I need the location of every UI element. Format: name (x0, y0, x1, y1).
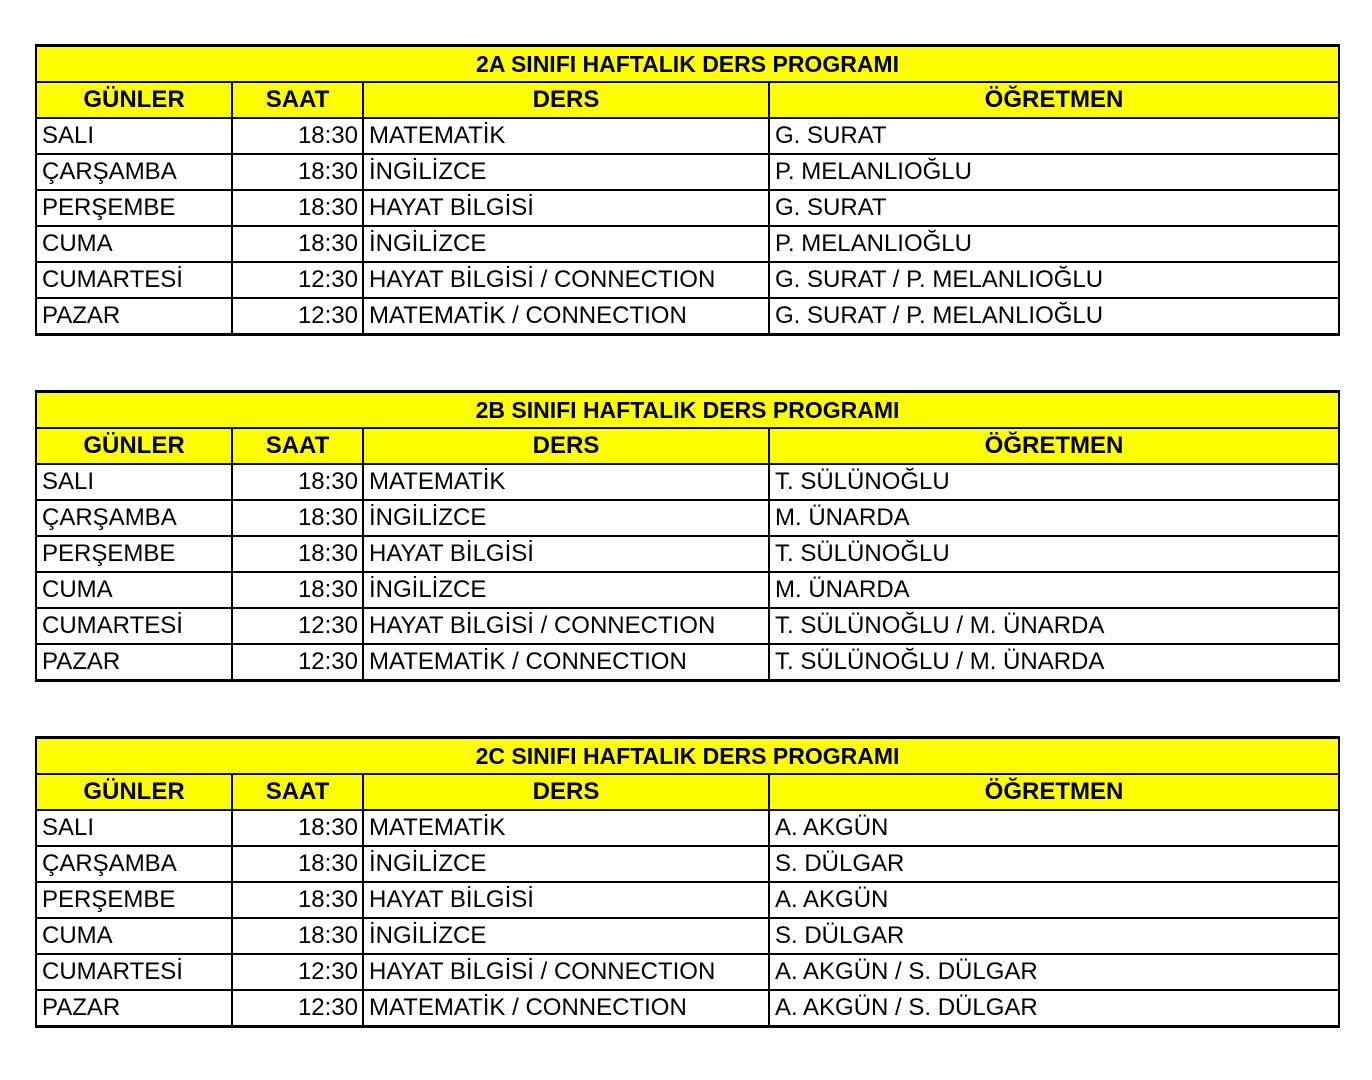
cell-day: PAZAR (36, 644, 232, 681)
table-row (36, 846, 1339, 882)
column-header-day: GÜNLER (36, 82, 232, 118)
cell-lesson: MATEMATİK / CONNECTION (363, 644, 769, 681)
cell-lesson: İNGİLİZCE (363, 500, 769, 536)
cell-time: 18:30 (232, 500, 363, 536)
column-header-teacher: ÖĞRETMEN (769, 428, 1339, 464)
cell-time: 12:30 (232, 954, 363, 990)
cell-lesson: MATEMATİK (363, 464, 769, 500)
cell-lesson: HAYAT BİLGİSİ / CONNECTION (363, 954, 769, 990)
column-header-day: GÜNLER (36, 428, 232, 464)
cell-lesson: İNGİLİZCE (363, 154, 769, 190)
table-title: 2A SINIFI HAFTALIK DERS PROGRAMI (36, 46, 1339, 83)
cell-lesson: MATEMATİK (363, 118, 769, 154)
cell-lesson: HAYAT BİLGİSİ (363, 536, 769, 572)
cell-teacher: A. AKGÜN (769, 882, 1339, 918)
cell-lesson: İNGİLİZCE (363, 918, 769, 954)
cell-teacher: G. SURAT / P. MELANLIOĞLU (769, 262, 1339, 298)
table-row (36, 298, 1339, 335)
table-title-row (36, 738, 1339, 775)
cell-time: 12:30 (232, 262, 363, 298)
cell-lesson: HAYAT BİLGİSİ (363, 190, 769, 226)
column-header-row (36, 82, 1339, 118)
cell-day: CUMA (36, 226, 232, 262)
table-row (36, 226, 1339, 262)
cell-day: PERŞEMBE (36, 536, 232, 572)
column-header-lesson: DERS (363, 774, 769, 810)
table-row (36, 118, 1339, 154)
table-row (36, 644, 1339, 681)
cell-teacher: A. AKGÜN / S. DÜLGAR (769, 954, 1339, 990)
cell-teacher: T. SÜLÜNOĞLU (769, 536, 1339, 572)
cell-day: ÇARŞAMBA (36, 500, 232, 536)
table-row (36, 990, 1339, 1027)
cell-lesson: İNGİLİZCE (363, 846, 769, 882)
cell-day: CUMARTESİ (36, 608, 232, 644)
cell-teacher: A. AKGÜN / S. DÜLGAR (769, 990, 1339, 1027)
cell-time: 18:30 (232, 918, 363, 954)
cell-day: PAZAR (36, 298, 232, 335)
cell-lesson: İNGİLİZCE (363, 572, 769, 608)
column-header-row (36, 774, 1339, 810)
cell-time: 18:30 (232, 464, 363, 500)
cell-teacher: T. SÜLÜNOĞLU (769, 464, 1339, 500)
table-title: 2B SINIFI HAFTALIK DERS PROGRAMI (36, 392, 1339, 429)
cell-teacher: G. SURAT (769, 118, 1339, 154)
cell-time: 12:30 (232, 298, 363, 335)
cell-time: 18:30 (232, 118, 363, 154)
cell-lesson: HAYAT BİLGİSİ (363, 882, 769, 918)
table-row (36, 810, 1339, 846)
table-row (36, 954, 1339, 990)
cell-time: 18:30 (232, 882, 363, 918)
cell-day: PERŞEMBE (36, 882, 232, 918)
cell-lesson: MATEMATİK / CONNECTION (363, 990, 769, 1027)
table-row (36, 882, 1339, 918)
column-header-time: SAAT (232, 428, 363, 464)
cell-lesson: HAYAT BİLGİSİ / CONNECTION (363, 608, 769, 644)
schedule-table-2b (35, 390, 1340, 682)
cell-teacher: S. DÜLGAR (769, 918, 1339, 954)
cell-lesson: MATEMATİK (363, 810, 769, 846)
cell-time: 18:30 (232, 846, 363, 882)
cell-teacher: S. DÜLGAR (769, 846, 1339, 882)
column-header-time: SAAT (232, 774, 363, 810)
cell-time: 18:30 (232, 154, 363, 190)
cell-lesson: İNGİLİZCE (363, 226, 769, 262)
table-row (36, 464, 1339, 500)
cell-teacher: G. SURAT (769, 190, 1339, 226)
cell-day: PERŞEMBE (36, 190, 232, 226)
table-title-row (36, 392, 1339, 429)
cell-day: CUMA (36, 918, 232, 954)
table-row (36, 154, 1339, 190)
table-row (36, 500, 1339, 536)
table-row (36, 262, 1339, 298)
table-row (36, 536, 1339, 572)
cell-lesson: HAYAT BİLGİSİ / CONNECTION (363, 262, 769, 298)
cell-teacher: P. MELANLIOĞLU (769, 226, 1339, 262)
cell-day: ÇARŞAMBA (36, 154, 232, 190)
cell-teacher: P. MELANLIOĞLU (769, 154, 1339, 190)
table-row (36, 608, 1339, 644)
cell-time: 18:30 (232, 572, 363, 608)
cell-teacher: M. ÜNARDA (769, 572, 1339, 608)
cell-time: 18:30 (232, 536, 363, 572)
cell-time: 18:30 (232, 190, 363, 226)
table-title: 2C SINIFI HAFTALIK DERS PROGRAMI (36, 738, 1339, 775)
cell-teacher: T. SÜLÜNOĞLU / M. ÜNARDA (769, 608, 1339, 644)
cell-teacher: M. ÜNARDA (769, 500, 1339, 536)
cell-day: CUMA (36, 572, 232, 608)
cell-teacher: T. SÜLÜNOĞLU / M. ÜNARDA (769, 644, 1339, 681)
table-row (36, 572, 1339, 608)
cell-day: ÇARŞAMBA (36, 846, 232, 882)
column-header-day: GÜNLER (36, 774, 232, 810)
cell-day: SALI (36, 464, 232, 500)
column-header-lesson: DERS (363, 428, 769, 464)
schedule-table-2c (35, 736, 1340, 1028)
cell-teacher: G. SURAT / P. MELANLIOĞLU (769, 298, 1339, 335)
column-header-row (36, 428, 1339, 464)
cell-time: 12:30 (232, 990, 363, 1027)
table-title-row (36, 46, 1339, 83)
cell-time: 12:30 (232, 608, 363, 644)
cell-teacher: A. AKGÜN (769, 810, 1339, 846)
column-header-time: SAAT (232, 82, 363, 118)
cell-time: 18:30 (232, 810, 363, 846)
cell-day: CUMARTESİ (36, 954, 232, 990)
cell-lesson: MATEMATİK / CONNECTION (363, 298, 769, 335)
table-row (36, 918, 1339, 954)
cell-day: CUMARTESİ (36, 262, 232, 298)
table-row (36, 190, 1339, 226)
cell-day: SALI (36, 118, 232, 154)
cell-day: PAZAR (36, 990, 232, 1027)
cell-time: 18:30 (232, 226, 363, 262)
column-header-lesson: DERS (363, 82, 769, 118)
column-header-teacher: ÖĞRETMEN (769, 774, 1339, 810)
column-header-teacher: ÖĞRETMEN (769, 82, 1339, 118)
cell-day: SALI (36, 810, 232, 846)
cell-time: 12:30 (232, 644, 363, 681)
schedule-table-2a (35, 44, 1340, 336)
